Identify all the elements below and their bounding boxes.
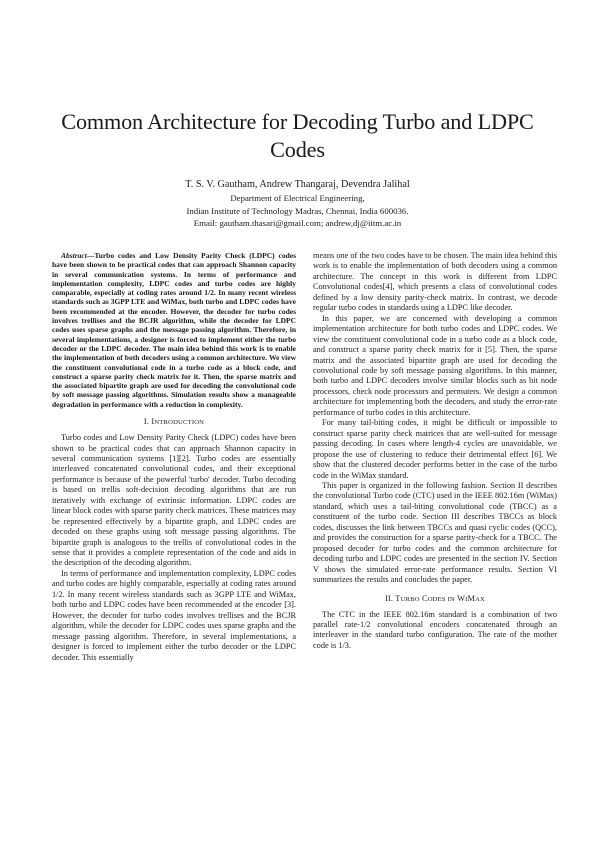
affiliation-institute: Indian Institute of Technology Madras, Chennai, India 600036. bbox=[186, 205, 409, 216]
heading-letter: W bbox=[457, 593, 466, 603]
section-title-first: I bbox=[151, 417, 155, 427]
abstract-dash: — bbox=[86, 251, 95, 260]
affiliation-department: Department of Electrical Engineering, bbox=[230, 193, 365, 203]
intro-paragraph-2: In terms of performance and implementation complexity, LDPC codes and turbo codes are highly comparable, especially at coding rates around 1/2. In many recent wireless standards such as 3GPP LTE and WiMax, both turbo and LDPC codes have been recommended at the encoder [3]. However, the decoder for turbo codes involves trellises and the BCJR algorithm, while the decoder for LDPC codes uses sparse graphs and the message passing algorithm. Therefore, in several implementations, a designer is forced to implement either the turbo decoder or the LDPC decoder. This essentially bbox=[52, 568, 296, 662]
heading-letter: T bbox=[395, 593, 401, 603]
section2-numeral: II. bbox=[384, 593, 394, 603]
author-list: T. S. V. Gautham, Andrew Thangaraj, Devendra Jalihal bbox=[185, 179, 410, 190]
affiliation-email: Email: gautham.thasari@gmail.com; andrew,dj@iitm.ac.in bbox=[193, 218, 402, 229]
right-paragraph-2: In this paper, we are concerned with developing a common implementation architecture for both turbo codes and LDPC codes. We view the constituent convolutional code in a turbo code as a block code, and construct a sparse parity check matrix for it [5]. Then, the sparse matrix and the associated bipartite graph are used for decoding the convolutional code by soft message passing algorithms. In this manner, both turbo and LDPC decoders involve similar blocks such as bit node processors, check node processors and permuters. We design a common architecture for implementing both the decoders, and study the error-rate performance of turbo codes in this architecture. bbox=[313, 313, 557, 417]
heading-letter: M bbox=[467, 593, 476, 603]
heading-smallcaps: AX bbox=[475, 595, 486, 603]
right-paragraph-1: means one of the two codes have to be chosen. The main idea behind this work is to enable the implementation of both decoders using a common architecture. The concept in this work is different from LDPC Convolutional codes[4], which presents a class of convolutional codes defined by a low density parity-check matrix. In contrast, we decode regular turbo codes in standards using a LDPC like decoder. bbox=[313, 251, 557, 313]
right-paragraph-4: This paper is organized in the following fashion. Section II describes the convolutional Turbo code (CTC) used in the IEEE 802.16m (WiMax) standard, which uses a tail-biting convolutional code (TBCC) as a constituent of the turbo code. Section III describes TBCCs as block codes, discusses the link between TBCCs and quasi cyclic codes (QCC), and provides the construction for a sparse parity-check for a TBCC. The proposed decoder for turbo codes and the common architecture for decoding turbo and LDPC codes are presented in the section IV. Section V shows the simulated error-rate performance results. Section VI summarizes the results and concludes the paper. bbox=[313, 480, 557, 585]
intro-paragraph-1: Turbo codes and Low Density Parity Check (LDPC) codes have been shown to be practical codes that can approach Shannon capacity in several communication systems [1][2]. Turbo codes are essentially interleaved concatenated convolutional codes, and their exceptional performance is because of the powerful 'turbo' decoder. Turbo decoding is based on trellis soft-decision decoding algorithms that are run iteratively with exchange of extrinsic information. LDPC codes are linear block codes with sparse parity check matrices. These matrices may be represented effectively by a bipartite graph, and LDPC codes are decoded on these graphs using soft message passing algorithms. The bipartite graph is analogous to the trellis of convolutional codes in the sense that it provides a complete representation of the code and aids in the description of the decoding algorithm. bbox=[52, 433, 296, 568]
affiliation-block bbox=[40, 192, 555, 230]
section-heading-introduction bbox=[52, 417, 296, 428]
right-column bbox=[313, 251, 557, 651]
abstract-lead: Abstract bbox=[61, 251, 87, 260]
left-column bbox=[52, 251, 296, 663]
abstract-text: Turbo codes and Low Density Parity Check (LDPC) codes have been shown to be practical codes that can approach Shannon capacity in several communication systems. In terms of performance and implementation complexity, LDPC codes and turbo codes are highly comparable, especially at coding rates around 1/2. In many recent wireless standards such as 3GPP LTE and WiMax, both turbo and LDPC codes have been recommended at the encoder. However, the decoder for turbo codes involves trellises and the BCJR algorithm, while the decoder for LDPC codes uses sparse graphs and the message passing algorithm. Therefore, in several implementations, a designer is forced to implement either the turbo decoder or the LDPC decoder. The main idea behind this work is to enable the implementation of both decoders using a common architecture. We view the constituent convolutional code in a turbo code as a block code, and construct a sparse parity check matrix for it. Then, the sparse matrix and the associated bipartite graph are used for decoding the convolutional code by soft message passing algorithms. Simulation results show a manageable degradation in performance with a reduction in complexity. bbox=[52, 251, 296, 409]
section-numeral: I. bbox=[143, 417, 150, 427]
heading-letter: C bbox=[421, 593, 428, 603]
section-heading-turbo-codes-wimax bbox=[313, 594, 557, 605]
heading-smallcaps: I bbox=[465, 595, 468, 603]
paper-title: Common Architecture for Decoding Turbo and LDPC Codes bbox=[61, 109, 534, 162]
abstract bbox=[52, 251, 296, 409]
section2-paragraph-1: The CTC in the IEEE 802.16m standard is a combination of two parallel rate-1/2 convolutional encoders concatenated through an interleaver in the standard turbo configuration. The rate of the mother code is 1/3. bbox=[313, 609, 557, 650]
section-title-rest: NTRODUCTION bbox=[154, 419, 205, 427]
right-paragraph-3: For many tail-biting codes, it might be difficult or impossible to construct sparse parity check matrices that are well-suited for message passing decoding. In cases where length-4 cycles are unavoidable, we propose the use of clustering to reduce their detrimental effect [6]. We show that the clustered decoder performs better in the case of the turbo code in the WiMax standard. bbox=[313, 418, 557, 480]
heading-smallcaps: URBO bbox=[400, 595, 420, 603]
heading-smallcaps: ODES IN bbox=[427, 595, 455, 603]
